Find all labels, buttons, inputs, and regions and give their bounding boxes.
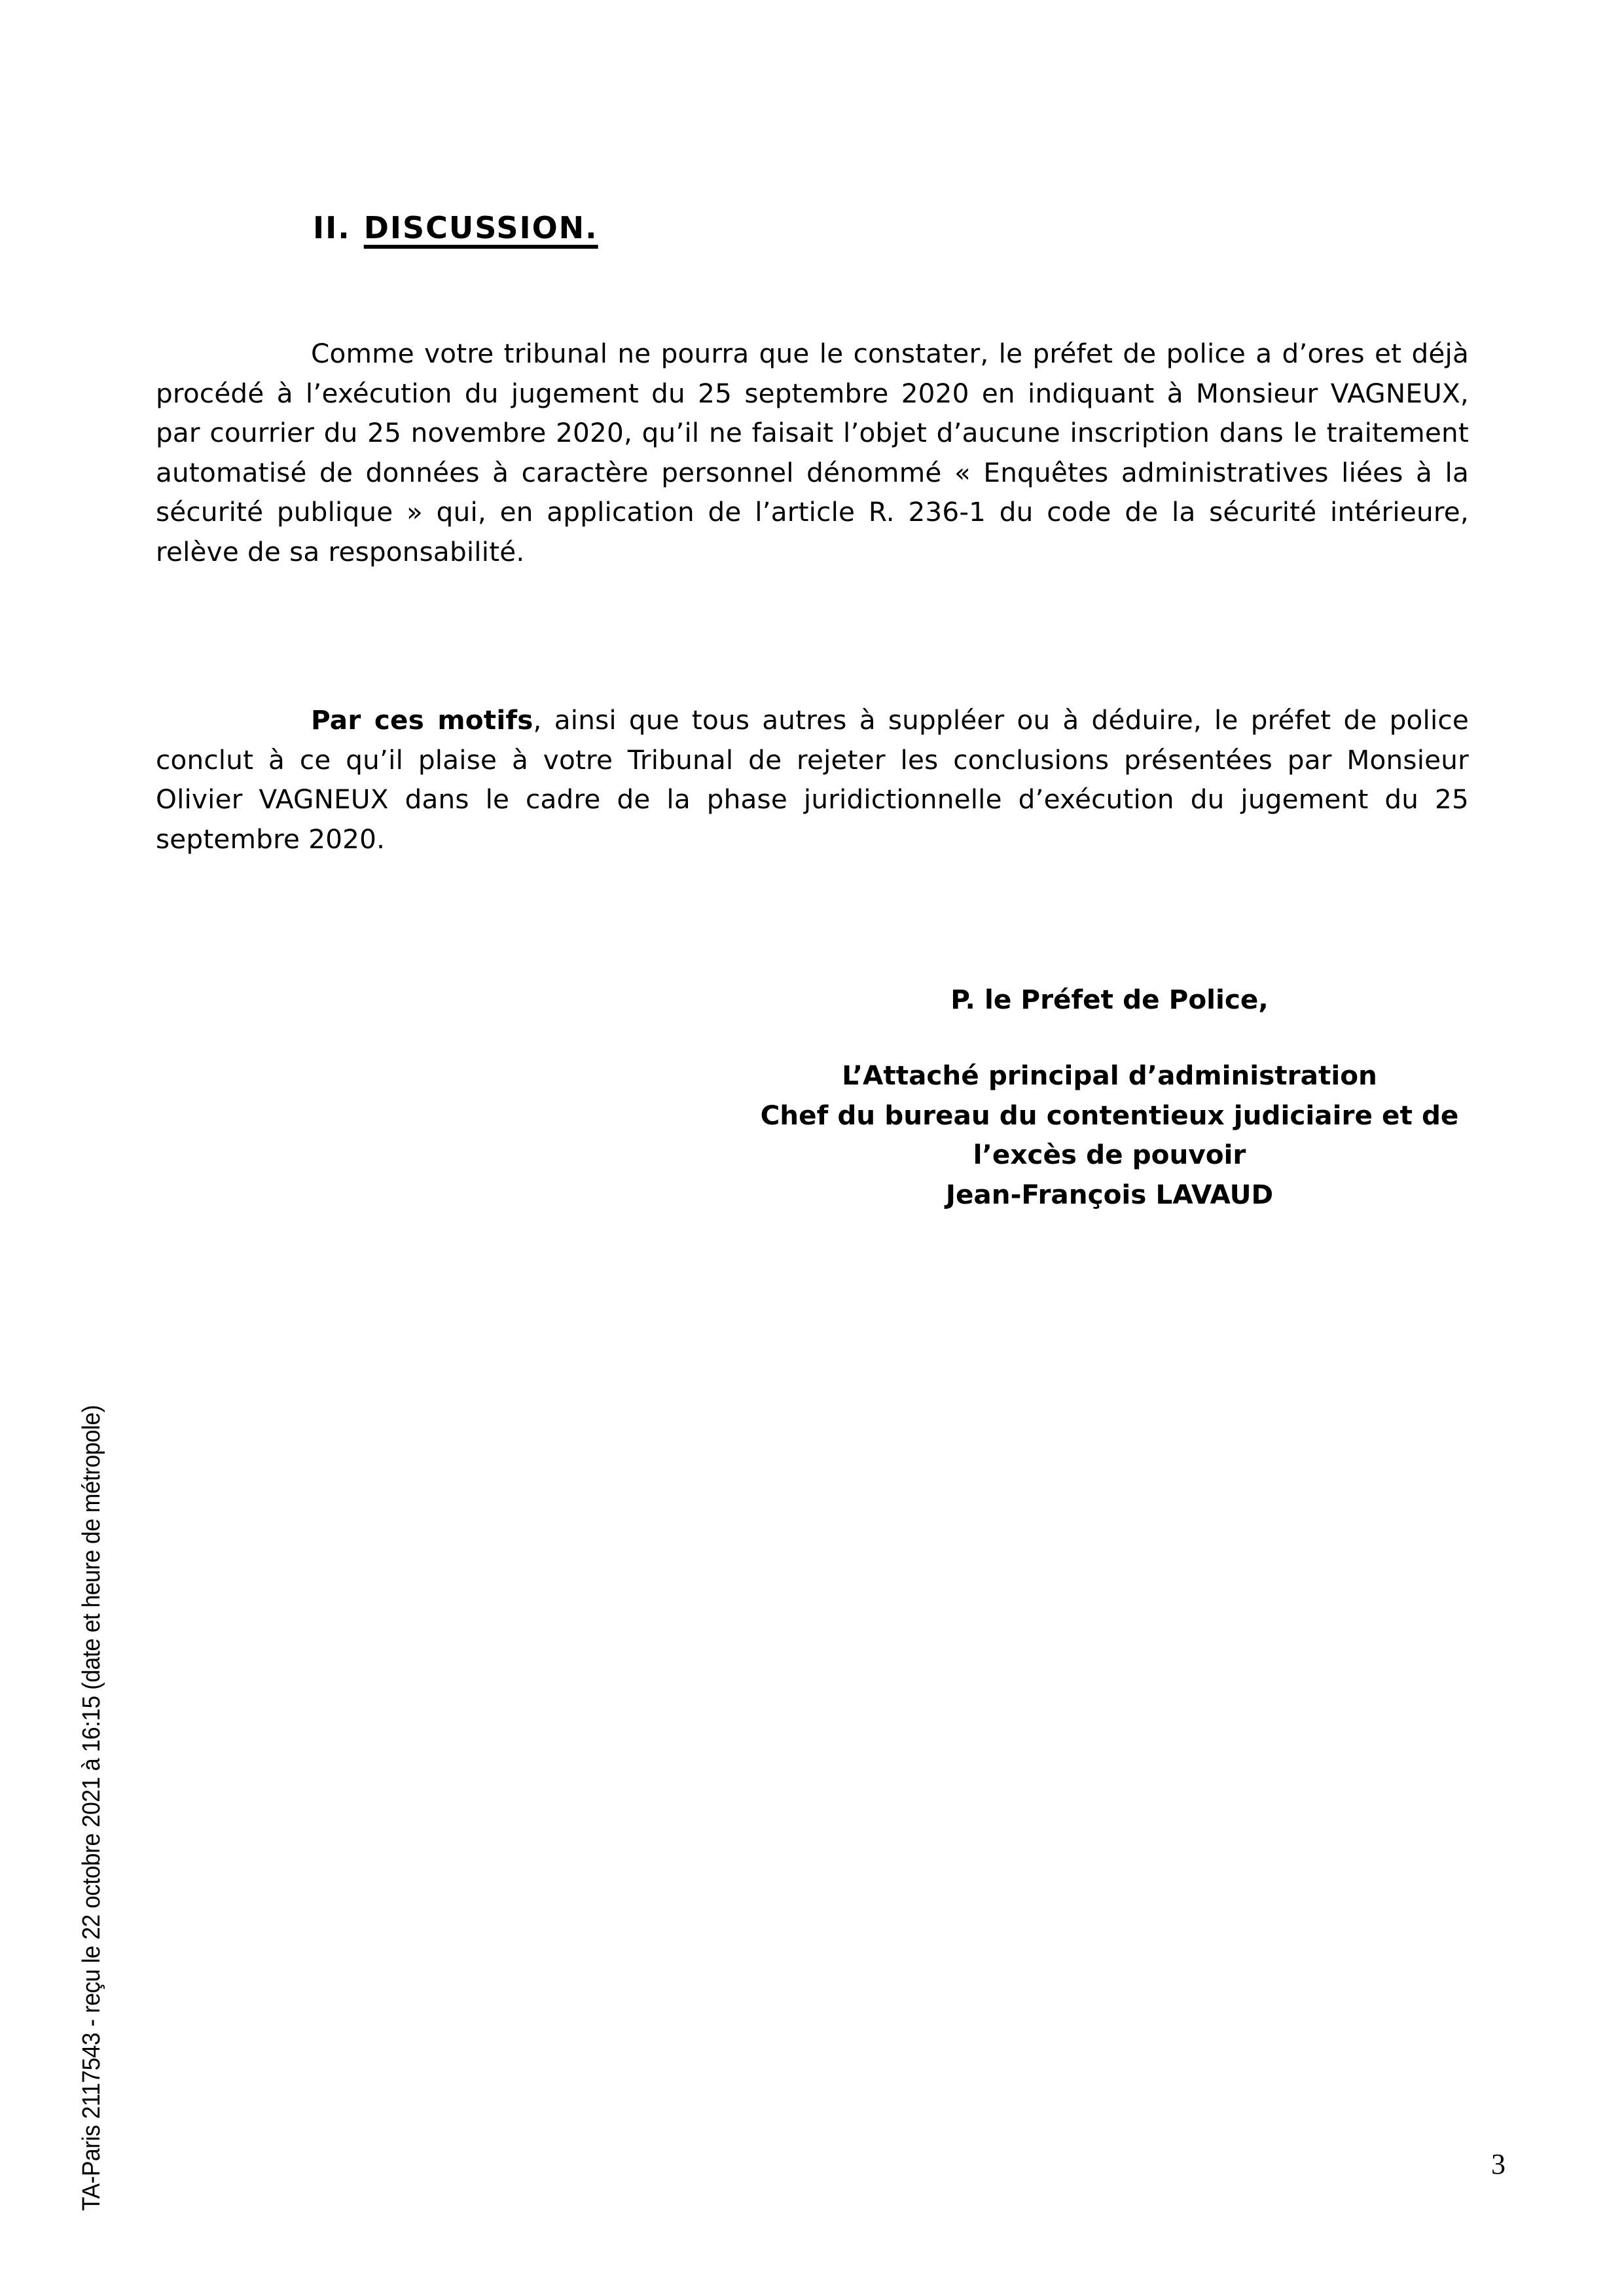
paragraph-discussion	[156, 334, 1469, 571]
page-number: 3	[1491, 2148, 1506, 2180]
signatory-name: Jean-François LAVAUD	[945, 1178, 1274, 1210]
court-receipt-stamp: TA-Paris 2117543 - reçu le 22 octobre 2021 à 16:15 (date et heure de métropole)	[78, 1405, 105, 2211]
signature-on-behalf: P. le Préfet de Police,	[950, 984, 1269, 1015]
signatory-office: Chef du bureau du contentieux judiciaire et de	[760, 1099, 1459, 1131]
signatory-office-cont: l’excès de pouvoir	[973, 1139, 1246, 1170]
paragraph-bold-lead: Par ces motifs	[311, 704, 533, 736]
paragraph-text: Comme votre tribunal ne pourra que le constater, le préfet de police a d’ores et déjà procédé à l’exécution du jugement du 25 septembre 2020 en indiquant à Monsieur VAGNEUX, par courrier du 25 novembre 2020, qu’il ne faisait l’objet d’aucune inscription dans le traitement automatisé de données à caractère personnel dénommé « Enquêtes administratives liées à la sécurité publique » qui, en application de l’article R. 236-1 du code de la sécurité intérieure, relève de sa responsabilité.	[156, 338, 1469, 567]
paragraph-conclusion	[156, 700, 1469, 859]
signature-block	[727, 1056, 1492, 1214]
section-number: II.	[313, 210, 351, 245]
signatory-title: L’Attaché principal d’administration	[842, 1060, 1377, 1091]
section-title: DISCUSSION.	[363, 210, 598, 245]
paragraph-text: , ainsi que tous autres à suppléer ou à déduire, le préfet de police conclut à ce qu’il plaise à votre Tribunal de rejeter les conclusions présentées par Monsieur Olivier VAGNEUX dans le cadre de la phase juridictionnelle d’exécution du jugement du 25 septembre 2020.	[156, 704, 1469, 855]
section-heading	[313, 208, 598, 247]
